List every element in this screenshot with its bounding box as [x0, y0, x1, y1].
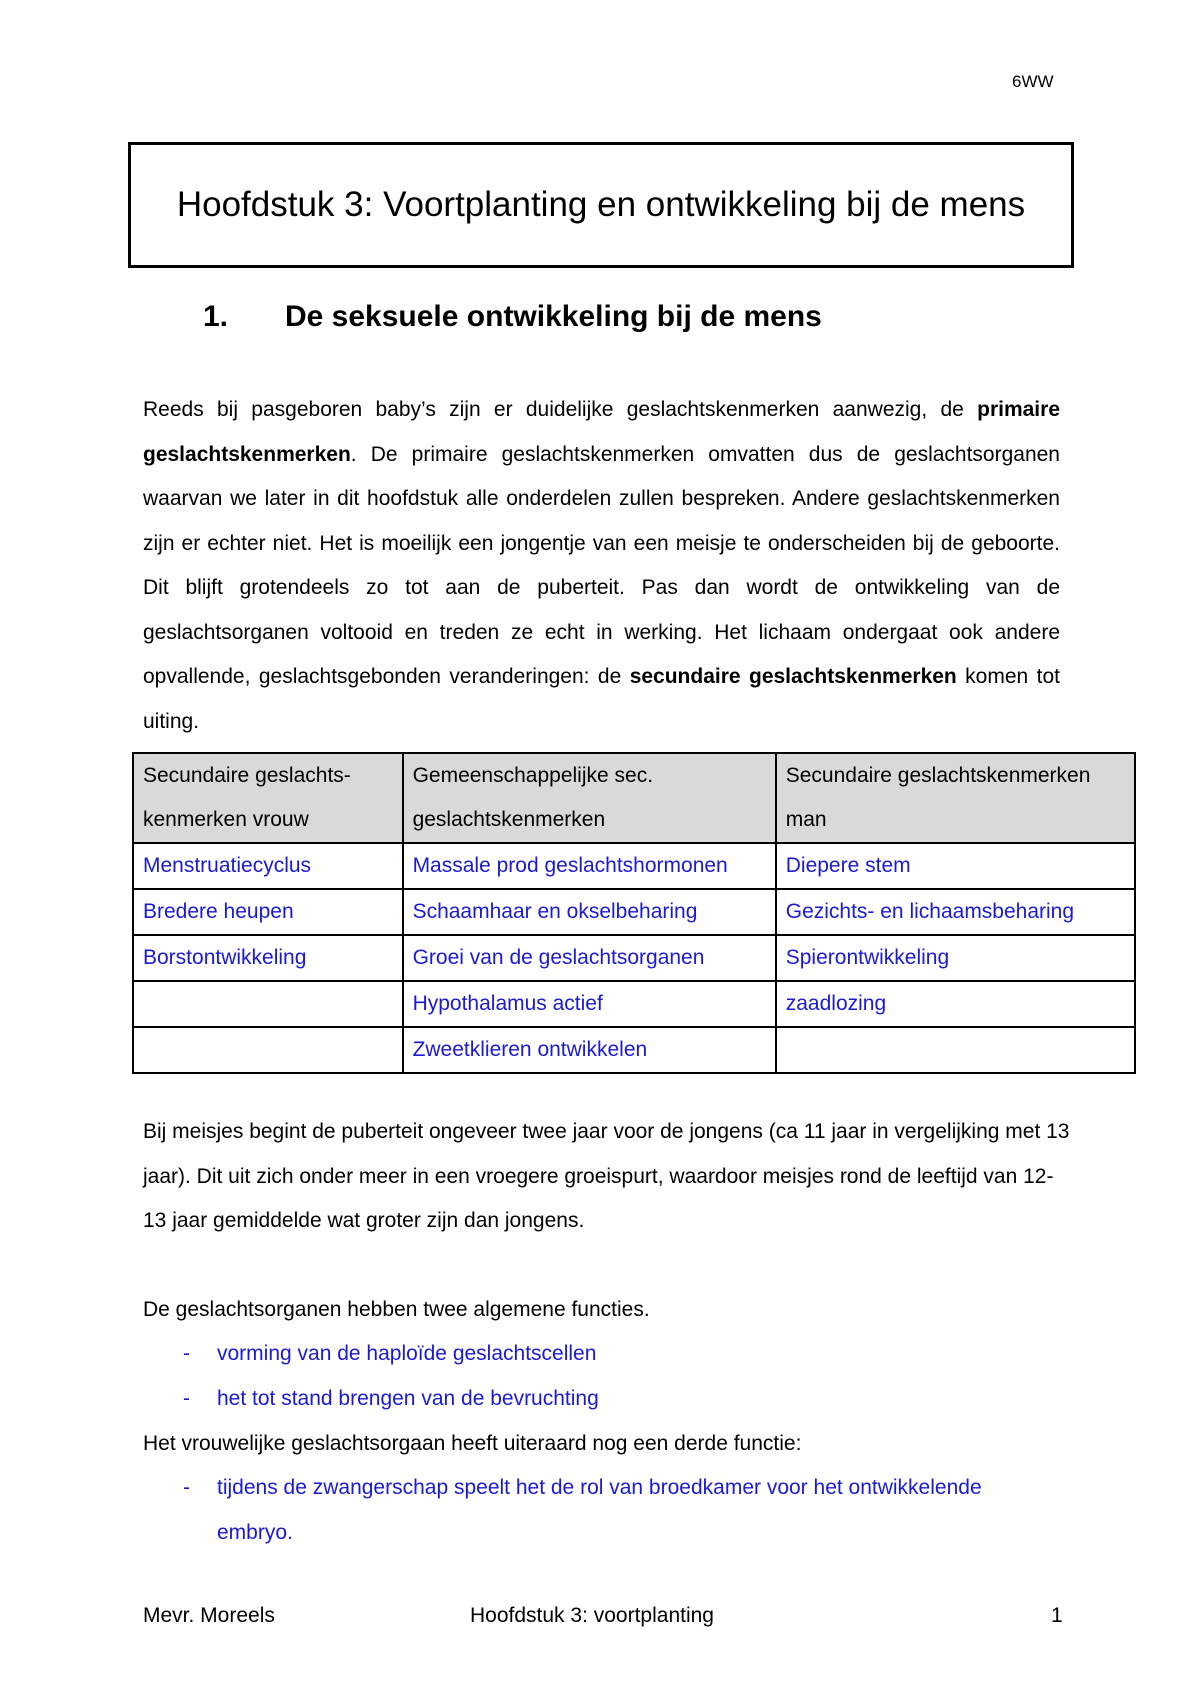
list-item	[143, 1466, 1063, 1555]
puberty-paragraph: Bij meisjes begint de puberteit ongeveer twee jaar voor de jongens (ca 11 jaar in vergelijking met 13 jaar). Dit uit zich onder meer in een vroegere groeispurt, waardoor meisjes rond de leeftijd van 12-13 jaar gemiddelde wat groter zijn dan jongens.	[143, 1120, 1070, 1232]
footer-chapter: Hoofdstuk 3: voortplanting	[470, 1604, 714, 1627]
table-cell: Schaamhaar en okselbeharing	[403, 889, 776, 935]
list-dash: -	[183, 1476, 190, 1499]
table-cell: Spierontwikkeling	[776, 935, 1135, 981]
header-common: Gemeenschappelijke sec. geslachtskenmerken	[403, 753, 776, 843]
table-cell	[133, 981, 403, 1027]
footer-page-number: 1	[1051, 1604, 1063, 1627]
intro-bold-primary: primaire geslachtskenmerken	[143, 398, 1060, 466]
table-row	[133, 981, 1135, 1027]
header-class-code: 6WW	[1012, 72, 1054, 91]
table-header-row	[133, 753, 1135, 843]
list-item-text: tijdens de zwangerschap speelt het de rol van broedkamer voor het ontwikkelende embryo.	[217, 1476, 982, 1544]
list-item	[143, 1377, 1063, 1422]
table-cell: Groei van de geslachtsorganen	[403, 935, 776, 981]
footer-author: Mevr. Moreels	[143, 1604, 275, 1627]
chapter-title: Hoofdstuk 3: Voortplanting en ontwikkeling bij de mens	[176, 185, 1026, 224]
table-row	[133, 843, 1135, 889]
list-item-text: vorming van de haploïde geslachtscellen	[217, 1342, 597, 1365]
table-cell: Bredere heupen	[133, 889, 403, 935]
table-row	[133, 935, 1135, 981]
female-function-intro: Het vrouwelijke geslachtsorgaan heeft uiteraard nog een derde functie:	[143, 1432, 802, 1455]
header-female: Secundaire geslachts-kenmerken vrouw	[133, 753, 403, 843]
table-cell	[133, 1027, 403, 1073]
section-heading	[203, 300, 822, 334]
section-number: 1.	[203, 300, 229, 333]
table-cell: Hypothalamus actief	[403, 981, 776, 1027]
intro-text-3: komen tot uiting.	[143, 665, 1060, 733]
female-functions-list	[143, 1466, 1063, 1555]
intro-paragraph	[143, 388, 1060, 744]
table-cell	[776, 1027, 1135, 1073]
functions-intro: De geslachtsorganen hebben twee algemene functies.	[143, 1298, 650, 1321]
table-cell: Diepere stem	[776, 843, 1135, 889]
table-cell: zaadlozing	[776, 981, 1135, 1027]
list-item	[143, 1332, 1063, 1377]
header-male: Secundaire geslachtskenmerken man	[776, 753, 1135, 843]
intro-bold-secondary: secundaire geslachtskenmerken	[629, 665, 957, 688]
table-row	[133, 889, 1135, 935]
intro-text-1: Reeds bij pasgeboren baby’s zijn er duidelijke geslachtskenmerken aanwezig, de	[143, 398, 978, 421]
table-cell: Zweetklieren ontwikkelen	[403, 1027, 776, 1073]
traits-table	[132, 752, 1136, 1074]
table-cell: Gezichts- en lichaamsbeharing	[776, 889, 1135, 935]
intro-text-2: . De primaire geslachtskenmerken omvatten dus de geslachtsorganen waarvan we later in dit hoofdstuk alle onderdelen zullen bespreken. Andere geslachtskenmerken zijn er echter niet. Het is moeilijk een jongentje van een meisje te onderscheiden bij de geboorte. Dit blijft grotendeels zo tot aan de puberteit. Pas dan wordt de ontwikkeling van de geslachtsorganen voltooid en treden ze echt in werking. Het lichaam ondergaat ook andere opvallende, geslachtsgebonden veranderingen: de	[143, 442, 1060, 688]
table-cell: Borstontwikkeling	[133, 935, 403, 981]
section-title: De seksuele ontwikkeling bij de mens	[285, 300, 822, 333]
functions-list	[143, 1332, 1063, 1421]
chapter-title-box	[128, 142, 1074, 268]
table-row	[133, 1027, 1135, 1073]
table-cell: Massale prod geslachtshormonen	[403, 843, 776, 889]
list-item-text: het tot stand brengen van de bevruchting	[217, 1386, 599, 1410]
list-dash: -	[183, 1342, 190, 1365]
list-dash: -	[183, 1386, 190, 1410]
table-cell: Menstruatiecyclus	[133, 843, 403, 889]
